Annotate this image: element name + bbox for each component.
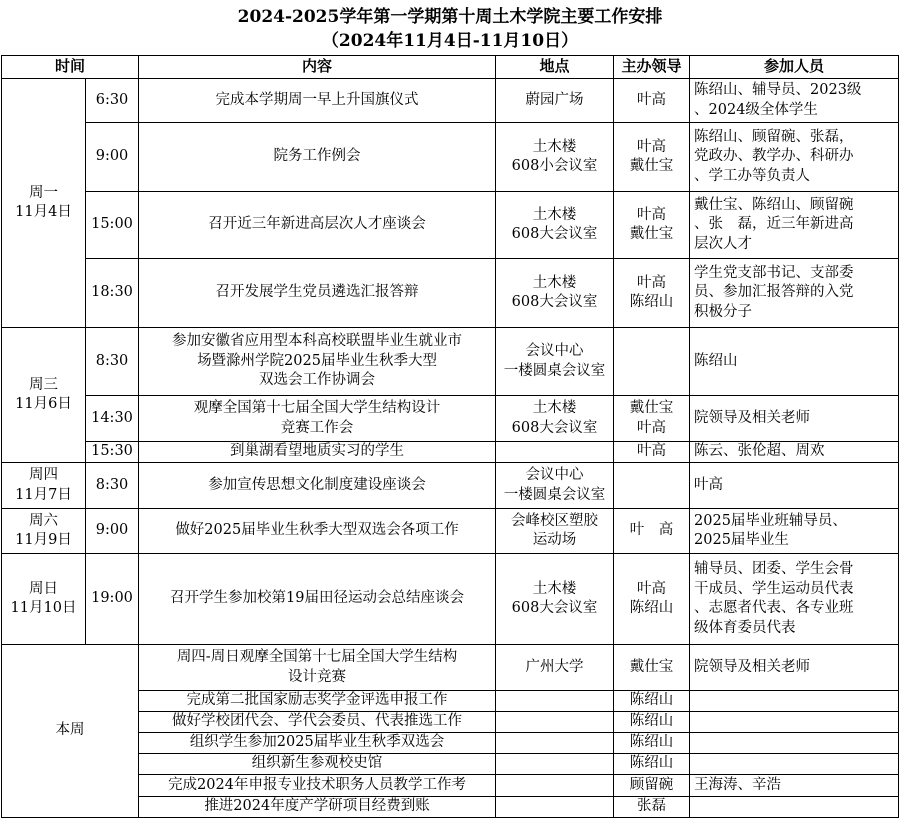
- table-row: [2, 509, 899, 554]
- participants-cell: [690, 754, 899, 775]
- location-cell: [496, 775, 614, 797]
- day-cell-monday: 周一 11月4日: [2, 79, 86, 328]
- leader-cell: 戴仕宝: [614, 645, 690, 691]
- time-cell: 18:30: [86, 259, 139, 328]
- participants-cell: 院领导及相关老师: [690, 645, 899, 691]
- location-cell: 土木楼 608大会议室: [496, 259, 614, 328]
- location-cell: [496, 442, 614, 463]
- table-row: [2, 554, 899, 645]
- participants-cell: 戴仕宝、陈绍山、顾留碗 、张 磊，近三年新进高 层次人才: [690, 192, 899, 259]
- schedule-table: [1, 55, 899, 818]
- content-cell: 做好2025届毕业生秋季大型双选会各项工作: [139, 509, 496, 554]
- time-cell: 8:30: [86, 463, 139, 509]
- day-cell-thursday: 周四 11月7日: [2, 463, 86, 509]
- header-location: 地点: [496, 56, 614, 79]
- content-cell: 完成2024年申报专业技术职务人员教学工作考: [139, 775, 496, 797]
- table-row: [2, 442, 899, 463]
- participants-cell: 院领导及相关老师: [690, 396, 899, 442]
- location-cell: 会峰校区塑胶 运动场: [496, 509, 614, 554]
- time-cell: 8:30: [86, 328, 139, 396]
- time-cell: 6:30: [86, 79, 139, 123]
- leader-cell: 陈绍山: [614, 712, 690, 733]
- leader-cell: 戴仕宝 叶高: [614, 396, 690, 442]
- leader-cell: [614, 328, 690, 396]
- table-row: [2, 79, 899, 123]
- participants-cell: 叶高: [690, 463, 899, 509]
- day-cell-wednesday: 周三 11月6日: [2, 328, 86, 463]
- participants-cell: 学生党支部书记、支部委 员、参加汇报答辩的入党 积极分子: [690, 259, 899, 328]
- table-row: [2, 463, 899, 509]
- leader-cell: 张磊: [614, 797, 690, 818]
- location-cell: 会议中心 一楼圆桌会议室: [496, 463, 614, 509]
- leader-cell: 叶高 戴仕宝: [614, 123, 690, 192]
- content-cell: 观摩全国第十七届全国大学生结构设计 竞赛工作会: [139, 396, 496, 442]
- time-cell: 15:00: [86, 192, 139, 259]
- participants-cell: [690, 691, 899, 712]
- location-cell: 土木楼 608大会议室: [496, 192, 614, 259]
- content-cell: 召开发展学生党员遴选汇报答辩: [139, 259, 496, 328]
- location-cell: 土木楼 608大会议室: [496, 554, 614, 645]
- location-cell: [496, 712, 614, 733]
- content-cell: 做好学校团代会、学代会委员、代表推选工作: [139, 712, 496, 733]
- location-cell: [496, 733, 614, 754]
- content-cell: 组织学生参加2025届毕业生秋季双选会: [139, 733, 496, 754]
- leader-cell: 叶高: [614, 79, 690, 123]
- leader-cell: 顾留碗: [614, 775, 690, 797]
- header-content: 内容: [139, 56, 496, 79]
- header-time: 时间: [2, 56, 139, 79]
- header-row: [2, 56, 899, 79]
- table-row: [2, 328, 899, 396]
- leader-cell: 陈绍山: [614, 691, 690, 712]
- participants-cell: [690, 733, 899, 754]
- location-cell: 广州大学: [496, 645, 614, 691]
- leader-cell: 叶高 陈绍山: [614, 259, 690, 328]
- leader-cell: 陈绍山: [614, 754, 690, 775]
- participants-cell: 陈绍山: [690, 328, 899, 396]
- time-cell: 15:30: [86, 442, 139, 463]
- content-cell: 完成本学期周一早上升国旗仪式: [139, 79, 496, 123]
- participants-cell: 王海涛、辛浩: [690, 775, 899, 797]
- table-row: [2, 259, 899, 328]
- content-cell: 召开学生参加校第19届田径运动会总结座谈会: [139, 554, 496, 645]
- week-cell: 本周: [2, 645, 139, 818]
- table-row: [2, 396, 899, 442]
- participants-cell: 2025届毕业班辅导员、 2025届毕业生: [690, 509, 899, 554]
- time-cell: 14:30: [86, 396, 139, 442]
- location-cell: 土木楼 608大会议室: [496, 396, 614, 442]
- table-row: [2, 192, 899, 259]
- day-cell-saturday: 周六 11月9日: [2, 509, 86, 554]
- content-cell: 完成第二批国家励志奖学金评选申报工作: [139, 691, 496, 712]
- location-cell: 会议中心 一楼圆桌会议室: [496, 328, 614, 396]
- content-cell: 参加安徽省应用型本科高校联盟毕业生就业市 场暨滁州学院2025届毕业生秋季大型 双选会工作协调会: [139, 328, 496, 396]
- header-participants: 参加人员: [690, 56, 899, 79]
- page-subtitle: （2024年11月4日-11月10日）: [321, 31, 579, 51]
- leader-cell: [614, 463, 690, 509]
- content-cell: 组织新生参观校史馆: [139, 754, 496, 775]
- content-cell: 周四-周日观摩全国第十七届全国大学生结构 设计竞赛: [139, 645, 496, 691]
- participants-cell: 陈绍山、顾留碗、张磊， 党政办、教学办、科研办 、学工办等负责人: [690, 123, 899, 192]
- header-leader: 主办领导: [614, 56, 690, 79]
- participants-cell: 辅导员、团委、学生会骨 干成员、学生运动员代表 、志愿者代表、各专业班 级体育委员代表: [690, 554, 899, 645]
- location-cell: 土木楼 608小会议室: [496, 123, 614, 192]
- page-title: 2024-2025学年第一学期第十周土木学院主要工作安排: [237, 7, 663, 27]
- content-cell: 到巢湖看望地质实习的学生: [139, 442, 496, 463]
- location-cell: [496, 691, 614, 712]
- time-cell: 19:00: [86, 554, 139, 645]
- day-cell-sunday: 周日 11月10日: [2, 554, 86, 645]
- time-cell: 9:00: [86, 123, 139, 192]
- participants-cell: [690, 797, 899, 818]
- participants-cell: 陈绍山、辅导员、2023级 、2024级全体学生: [690, 79, 899, 123]
- participants-cell: 陈云、张伦超、周欢: [690, 442, 899, 463]
- time-cell: 9:00: [86, 509, 139, 554]
- location-cell: 蔚园广场: [496, 79, 614, 123]
- leader-cell: 陈绍山: [614, 733, 690, 754]
- participants-cell: [690, 712, 899, 733]
- location-cell: [496, 797, 614, 818]
- content-cell: 参加宣传思想文化制度建设座谈会: [139, 463, 496, 509]
- leader-cell: 叶 高: [614, 509, 690, 554]
- content-cell: 院务工作例会: [139, 123, 496, 192]
- content-cell: 召开近三年新进高层次人才座谈会: [139, 192, 496, 259]
- leader-cell: 叶高 戴仕宝: [614, 192, 690, 259]
- table-row: [2, 123, 899, 192]
- content-cell: 推进2024年度产学研项目经费到账: [139, 797, 496, 818]
- location-cell: [496, 754, 614, 775]
- table-row: [2, 645, 899, 691]
- leader-cell: 叶高: [614, 442, 690, 463]
- leader-cell: 叶高 陈绍山: [614, 554, 690, 645]
